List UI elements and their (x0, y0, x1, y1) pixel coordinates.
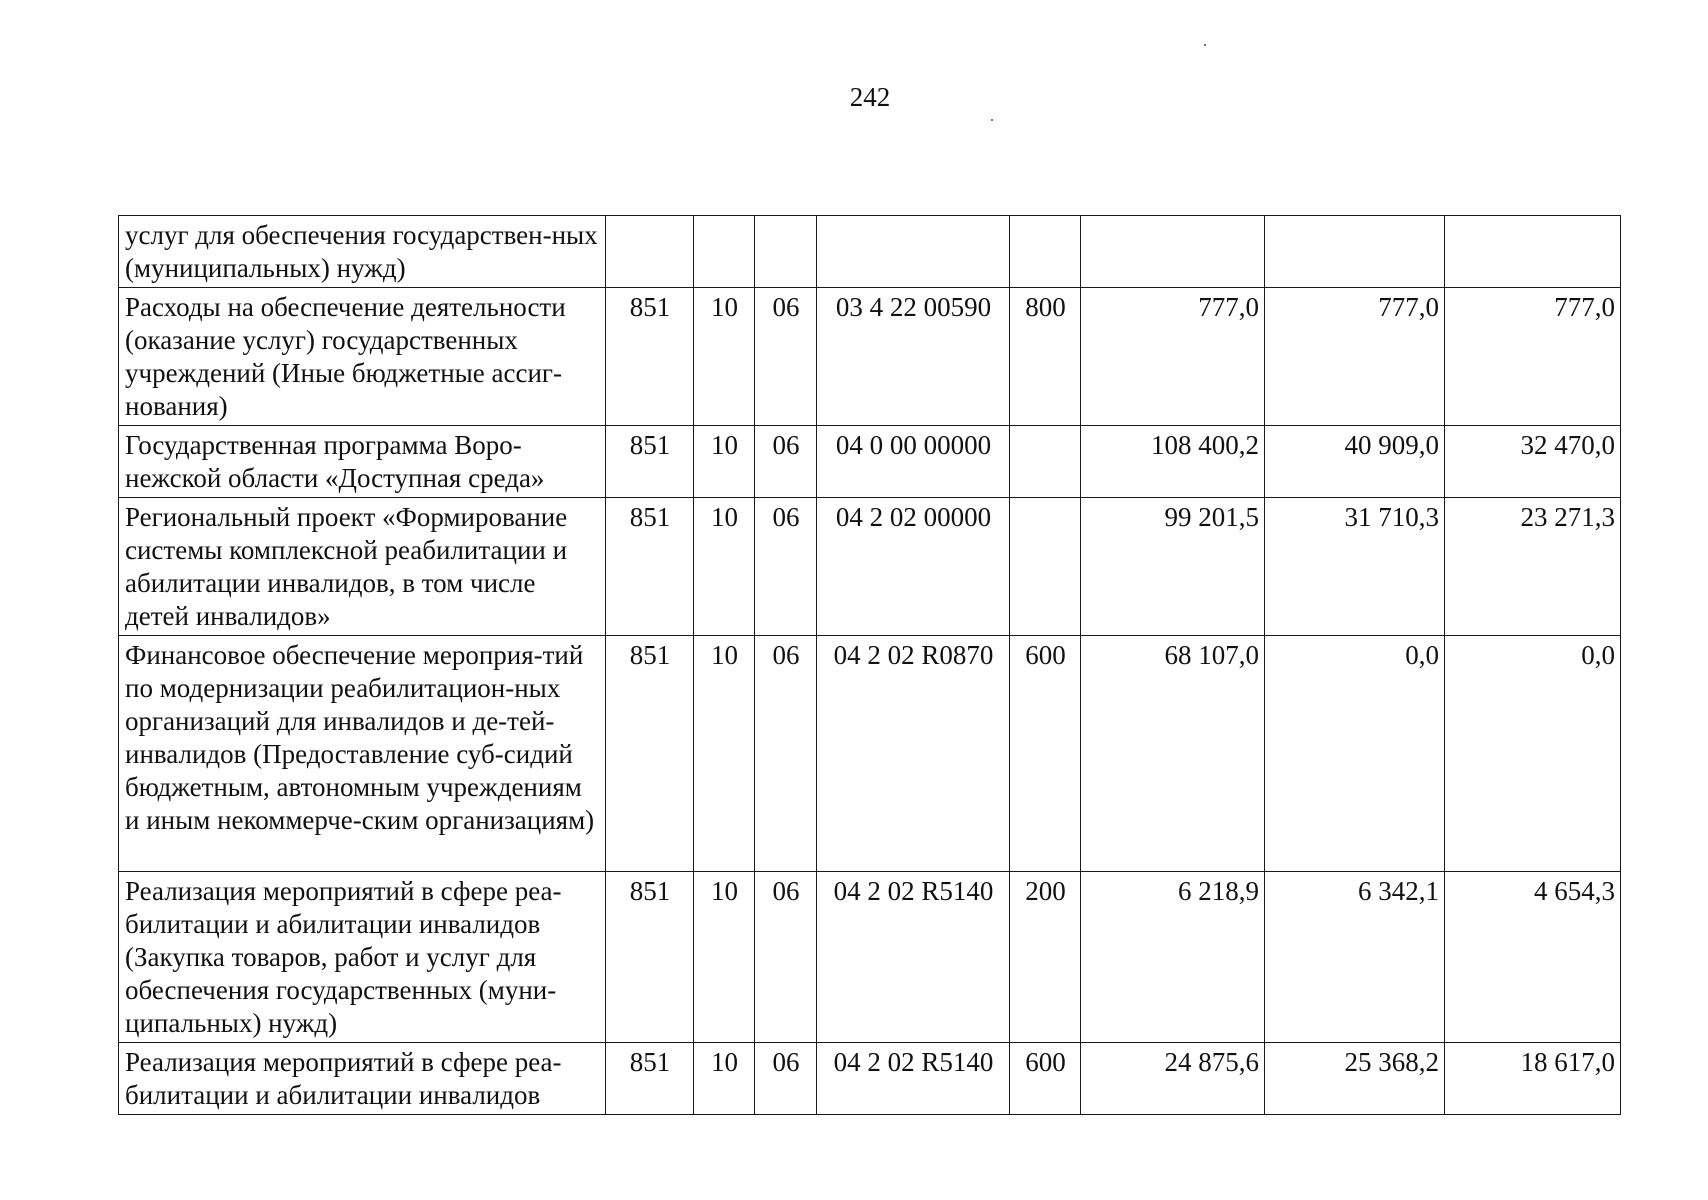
grbs-code: 851 (606, 288, 694, 426)
table-row (119, 872, 1621, 1043)
row-description: Реализация мероприятий в сфере реа-билитации и абилитации инвалидов (Закупка товаров, работ и услуг для обеспечения государственных (муни-ципальных) нужд) (119, 872, 606, 1043)
grbs-code: 851 (606, 498, 694, 636)
target-article-code: 04 2 02 00000 (817, 498, 1010, 636)
table-row (119, 636, 1621, 872)
target-article-code: 04 2 02 R0870 (817, 636, 1010, 872)
row-description: Расходы на обеспечение деятельности (оказание услуг) государственных учреждений (Иные бюджетные ассиг-нования) (119, 288, 606, 426)
expense-type-code (1010, 426, 1081, 498)
amount-year-3: 32 470,0 (1445, 426, 1621, 498)
row-description: услуг для обеспечения государствен-ных (муниципальных) нужд) (119, 216, 606, 288)
amount-year-2: 0,0 (1265, 636, 1445, 872)
amount-year-3: 18 617,0 (1445, 1043, 1621, 1115)
expense-type-code: 600 (1010, 636, 1081, 872)
row-description: Финансовое обеспечение мероприя-тий по модернизации реабилитацион-ных организаций для инвалидов и де-тей-инвалидов (Предоставление суб-сидий бюджетным, автономным учреждениям и иным некоммерче-ским организациям) (119, 636, 606, 872)
row-description: Реализация мероприятий в сфере реа-билитации и абилитации инвалидов (119, 1043, 606, 1115)
target-article-code (817, 216, 1010, 288)
expense-type-code (1010, 216, 1081, 288)
amount-year-2: 25 368,2 (1265, 1043, 1445, 1115)
amount-year-2: 6 342,1 (1265, 872, 1445, 1043)
target-article-code: 04 2 02 R5140 (817, 1043, 1010, 1115)
subsection-code: 06 (755, 1043, 817, 1115)
amount-year-1: 6 218,9 (1081, 872, 1265, 1043)
expense-type-code: 600 (1010, 1043, 1081, 1115)
section-code: 10 (694, 426, 755, 498)
expense-type-code: 200 (1010, 872, 1081, 1043)
row-description: Региональный проект «Формирование системы комплексной реабилитации и абилитации инвалидов, в том числе детей инвалидов» (119, 498, 606, 636)
amount-year-1: 99 201,5 (1081, 498, 1265, 636)
amount-year-2: 31 710,3 (1265, 498, 1445, 636)
section-code: 10 (694, 636, 755, 872)
amount-year-3: 0,0 (1445, 636, 1621, 872)
grbs-code (606, 216, 694, 288)
amount-year-2: 40 909,0 (1265, 426, 1445, 498)
subsection-code (755, 216, 817, 288)
subsection-code: 06 (755, 498, 817, 636)
target-article-code: 04 0 00 00000 (817, 426, 1010, 498)
subsection-code: 06 (755, 636, 817, 872)
amount-year-2 (1265, 216, 1445, 288)
table-row (119, 498, 1621, 636)
table-row (119, 426, 1621, 498)
amount-year-3: 777,0 (1445, 288, 1621, 426)
table-row (119, 1043, 1621, 1115)
target-article-code: 03 4 22 00590 (817, 288, 1010, 426)
expense-type-code: 800 (1010, 288, 1081, 426)
scan-speck (1204, 44, 1206, 46)
amount-year-1 (1081, 216, 1265, 288)
amount-year-3: 4 654,3 (1445, 872, 1621, 1043)
amount-year-1: 777,0 (1081, 288, 1265, 426)
amount-year-3 (1445, 216, 1621, 288)
page-number: 242 (849, 82, 891, 112)
subsection-code: 06 (755, 288, 817, 426)
subsection-code: 06 (755, 426, 817, 498)
grbs-code: 851 (606, 872, 694, 1043)
section-code: 10 (694, 498, 755, 636)
subsection-code: 06 (755, 872, 817, 1043)
expense-type-code (1010, 498, 1081, 636)
amount-year-1: 108 400,2 (1081, 426, 1265, 498)
section-code: 10 (694, 288, 755, 426)
amount-year-1: 68 107,0 (1081, 636, 1265, 872)
row-description: Государственная программа Воро-нежской области «Доступная среда» (119, 426, 606, 498)
table-row (119, 216, 1621, 288)
grbs-code: 851 (606, 1043, 694, 1115)
table-row (119, 288, 1621, 426)
target-article-code: 04 2 02 R5140 (817, 872, 1010, 1043)
budget-table (118, 215, 1621, 1115)
section-code: 10 (694, 872, 755, 1043)
grbs-code: 851 (606, 636, 694, 872)
amount-year-3: 23 271,3 (1445, 498, 1621, 636)
amount-year-2: 777,0 (1265, 288, 1445, 426)
scan-speck (991, 119, 993, 121)
amount-year-1: 24 875,6 (1081, 1043, 1265, 1115)
section-code (694, 216, 755, 288)
section-code: 10 (694, 1043, 755, 1115)
grbs-code: 851 (606, 426, 694, 498)
